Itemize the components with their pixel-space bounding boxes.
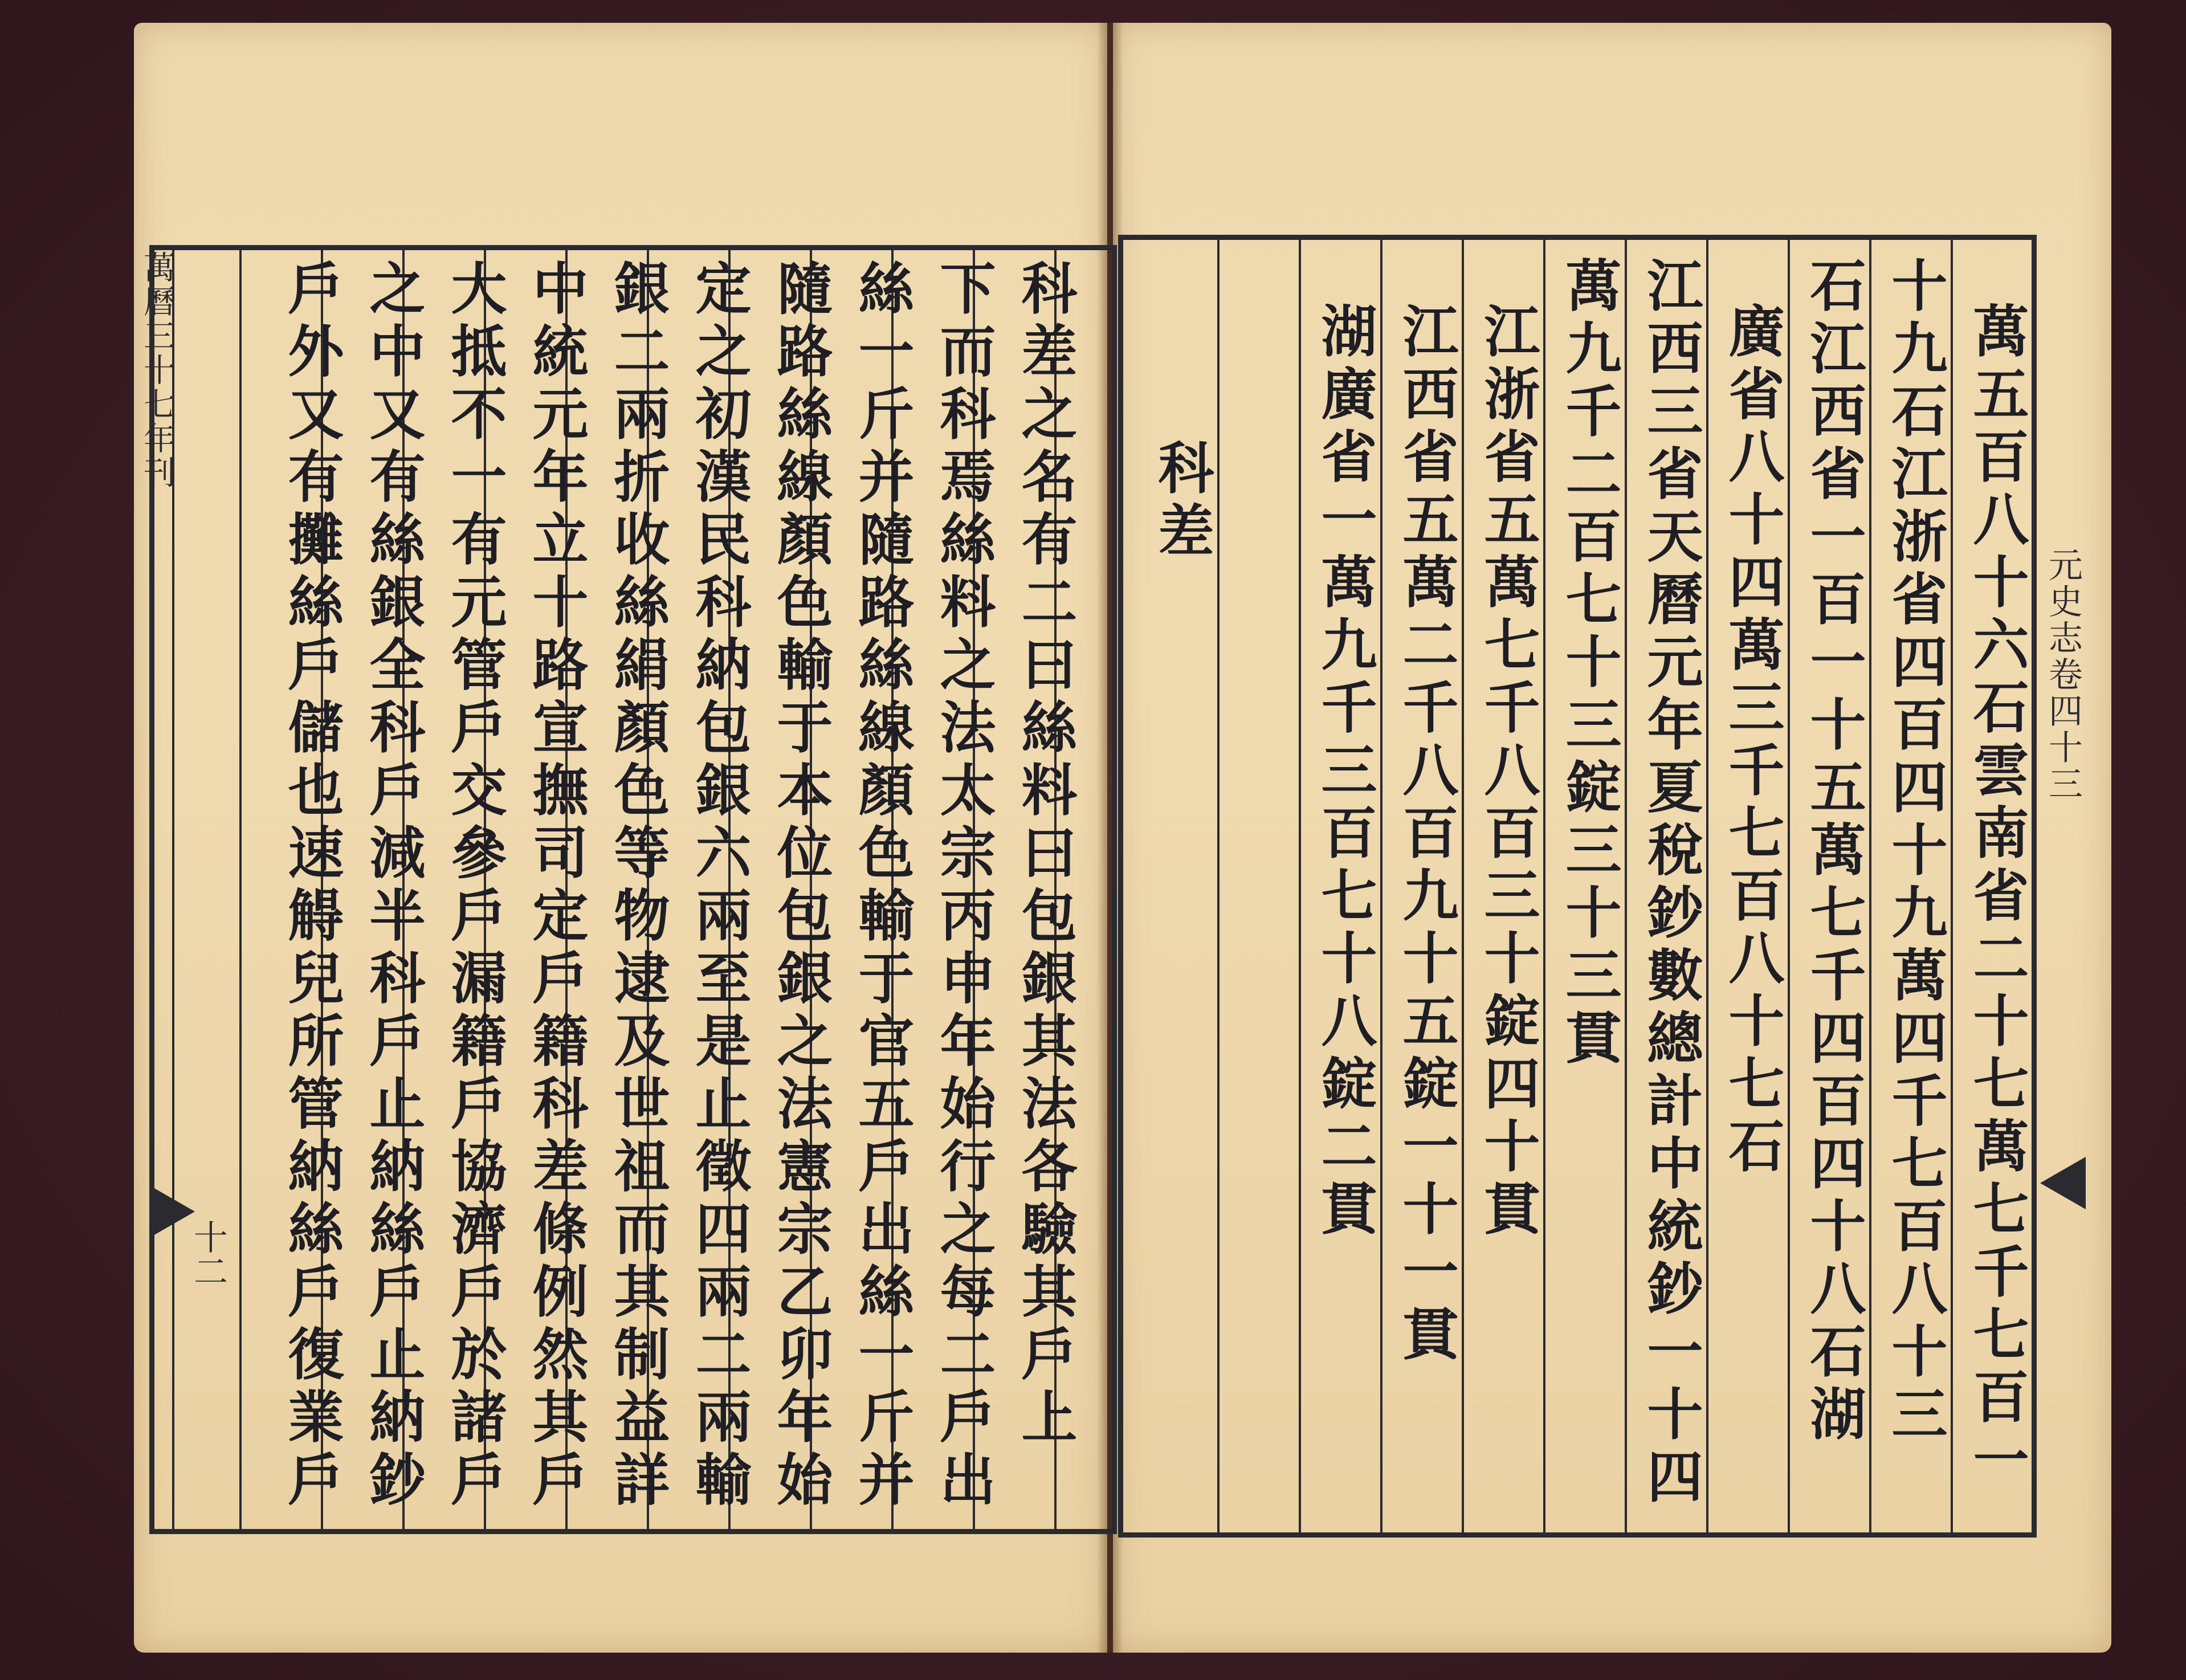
column-rule xyxy=(1625,235,1627,1538)
text-column: 江西省五萬二千八百九十五錠一十一貫 xyxy=(1393,302,1459,1368)
section-heading: 科差 xyxy=(1149,439,1214,564)
column-rule xyxy=(1706,235,1708,1538)
column-rule xyxy=(1543,235,1545,1538)
text-column: 科差之名有二曰絲料曰包銀其法各驗其戶上 xyxy=(1012,259,1078,1450)
chapter-tab-title: 元史志卷四十三 xyxy=(2043,547,2083,802)
column-rule xyxy=(1380,235,1382,1538)
fold-fishtail-mark xyxy=(2040,1157,2086,1209)
text-column: 戶外又有攤絲戶儲也速䚟兒所管納絲戶復業戶 xyxy=(279,259,344,1513)
text-column: 中統元年立十路宣撫司定戶籍科差條例然其戶 xyxy=(523,259,589,1513)
column-rule xyxy=(1951,235,1953,1538)
column-rule xyxy=(1299,235,1301,1538)
text-column: 下而科焉絲料之法太宗丙申年始行之每二戶出 xyxy=(931,259,996,1513)
text-column: 石江西省一百一十五萬七千四百四十八石湖 xyxy=(1801,256,1866,1447)
text-column: 絲一斤并隨路絲線顏色輸于官五戶出絲一斤并 xyxy=(849,259,915,1513)
text-column: 定之初漢民科納包銀六兩至是止徵四兩二兩輸 xyxy=(686,259,752,1513)
text-column: 萬九千二百七十三錠三十三貫 xyxy=(1556,256,1622,1071)
text-column: 湖廣省一萬九千三百七十八錠二貫 xyxy=(1312,302,1377,1242)
column-rule xyxy=(1869,235,1871,1538)
text-column: 大抵不一有元管戶交參戶漏籍戶協濟戶於諸戶 xyxy=(442,259,507,1513)
text-column: 隨路絲線顏色輸于本位包銀之法憲宗乙卯年始 xyxy=(768,259,833,1513)
column-rule xyxy=(1788,235,1790,1538)
text-column: 江西三省天曆元年夏稅鈔數總計中統鈔一十四 xyxy=(1638,256,1703,1510)
margin-title: 萬曆三十七年刊 xyxy=(138,251,176,490)
column-rule xyxy=(1462,235,1464,1538)
text-column: 之中又有絲銀全科戶減半科戶止納絲戶止納鈔 xyxy=(360,259,426,1513)
text-column: 江浙省五萬七千八百三十錠四十貫 xyxy=(1475,302,1540,1242)
text-column: 銀二兩折收絲絹顏色等物逮及世祖而其制益詳 xyxy=(605,259,670,1513)
column-rule xyxy=(239,245,242,1534)
text-column: 廣省八十四萬三千七百八十七石 xyxy=(1719,302,1785,1180)
column-rule xyxy=(1217,235,1220,1538)
folio-number: 十二 xyxy=(188,1220,228,1288)
text-column: 十九石江浙省四百四十九萬四千七百八十三 xyxy=(1882,256,1948,1447)
text-column: 萬五百八十六石雲南省二十七萬七千七百一 xyxy=(1964,302,2029,1493)
